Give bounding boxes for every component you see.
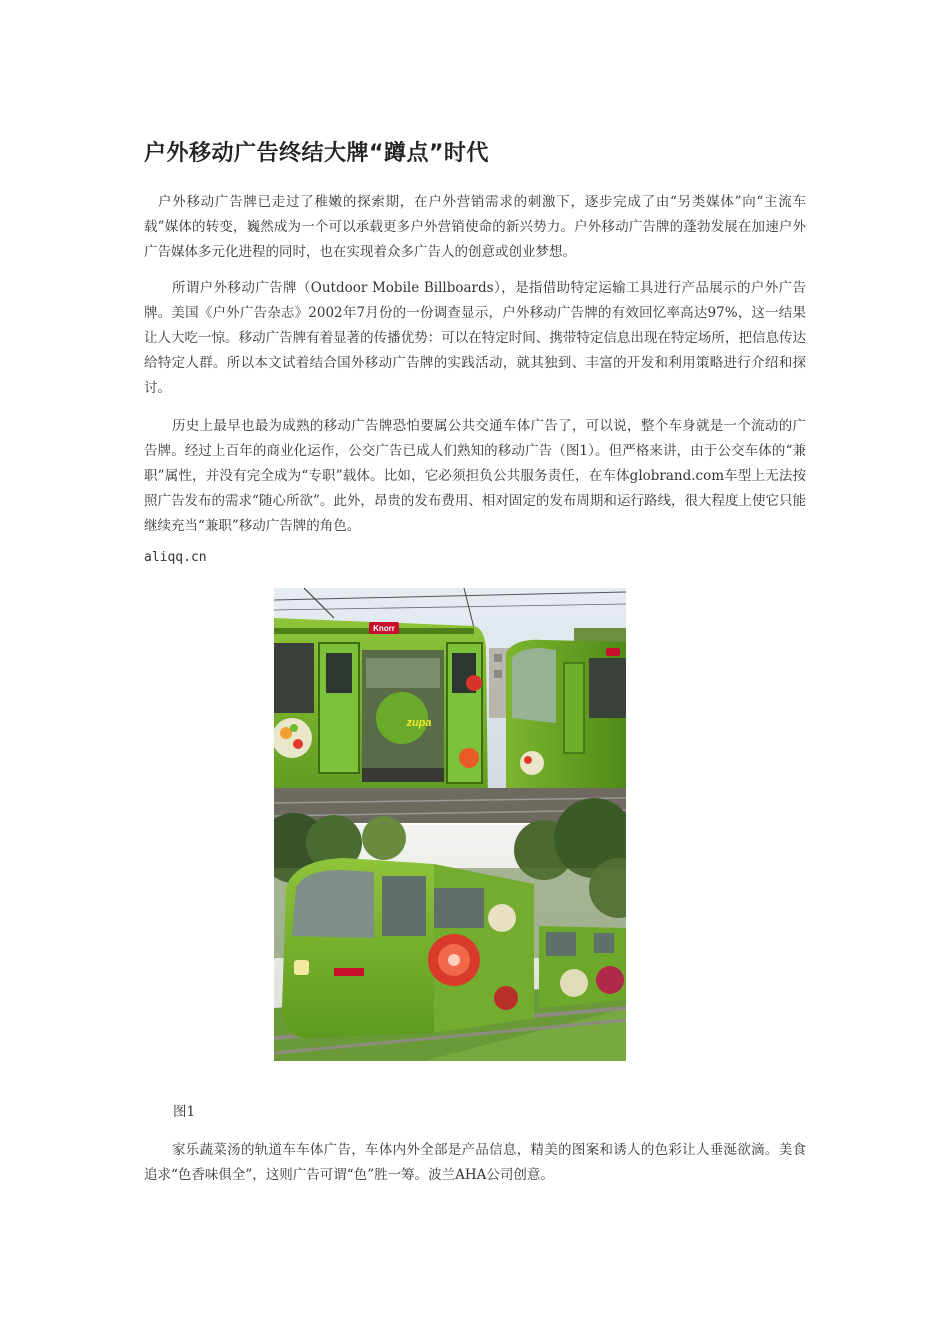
article-title: 户外移动广告终结大牌“蹲点”时代 <box>144 141 489 166</box>
tram-photo-bottom <box>274 798 626 1061</box>
tram-advertisement-photo <box>274 588 626 1061</box>
source-note: aliqq.cn <box>144 550 207 565</box>
tram-ad-text: zupa <box>406 717 432 729</box>
knorr-logo-text: Knorr <box>373 624 395 633</box>
figure-caption: 图1 <box>173 1104 196 1120</box>
paragraph-caption-description: 家乐蔬菜汤的轨道车车体广告，车体内外全部是产品信息，精美的图案和诱人的色彩让人垂涎欲滴。美食追求“色香味俱全”，这则广告可谓“色”胜一筹。波兰AHA公司创意。 <box>144 1142 806 1183</box>
paragraph-intro: 户外移动广告牌已走过了稚嫩的探索期，在户外营销需求的刺激下，逐步完成了由“另类媒体”向“主流车载”媒体的转变，巍然成为一个可以承载更多户外营销使命的新兴势力。户外移动广告牌的蓬勃发展在加速户外广告媒体多元化进程的同时，也在实现着众多广告人的创意或创业梦想。 <box>144 194 806 260</box>
tram-photo-top <box>274 588 626 823</box>
paragraph-definition: 所谓户外移动广告牌（Outdoor Mobile Billboards），是指借助特定运输工具进行产品展示的户外广告牌。美国《户外广告杂志》2002年7月份的一份调查显示，户外移动广告牌的有效回忆率高达97%，这一结果让人大吃一惊。移动广告牌有着显著的传播优势：可以在特定时间、携带特定信息出现在特定场所，把信息传达给特定人群。所以本文试着结合国外移动广告牌的实践活动，就其独到、丰富的开发和利用策略进行介绍和探讨。 <box>144 280 806 396</box>
paragraph-history: 历史上最早也最为成熟的移动广告牌恐怕要属公共交通车体广告了，可以说，整个车身就是一个流动的广告牌。经过上百年的商业化运作，公交广告已成人们熟知的移动广告（图1）。但严格来讲，由于公交车体的“兼职”属性，并没有完全成为“专职”载体。比如，它必须担负公共服务责任，在车体globrand.com车型上无法按照广告发布的需求“随心所欲”。此外，昂贵的发布费用、相对固定的发布周期和运行路线，很大程度上使它只能继续充当“兼职”移动广告牌的角色。 <box>144 418 806 534</box>
